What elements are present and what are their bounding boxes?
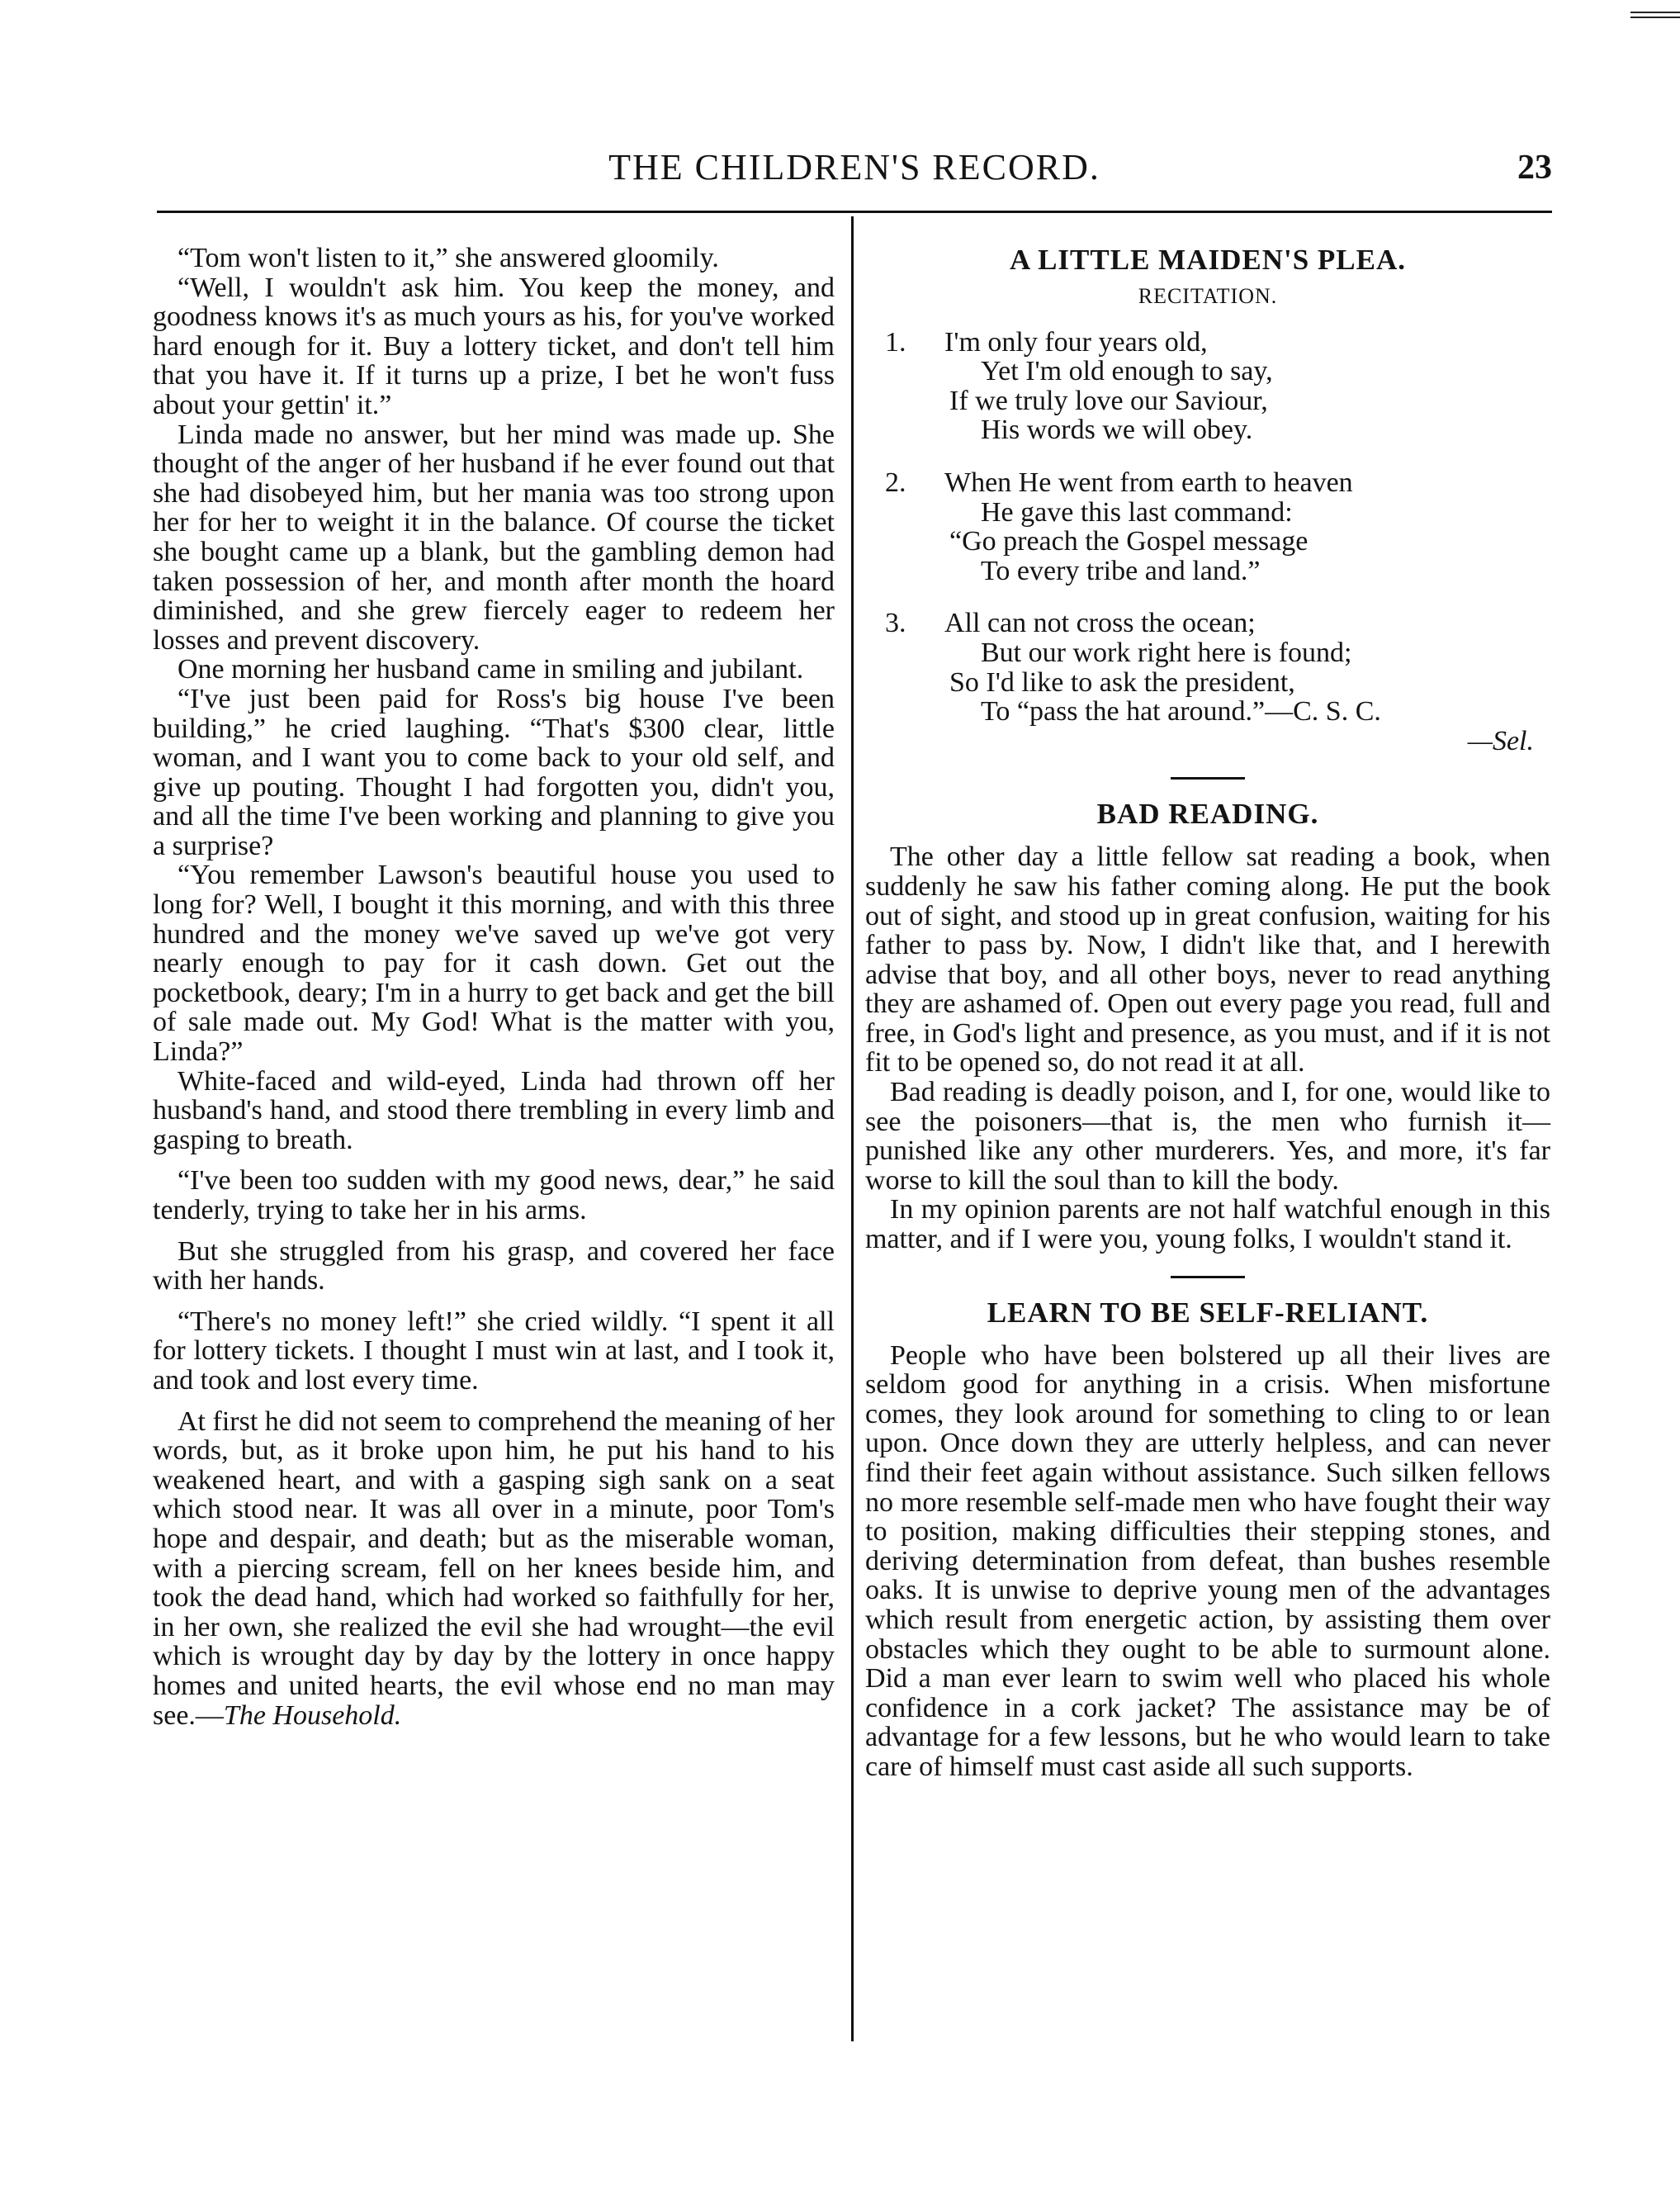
poem-stanza <box>865 609 1550 726</box>
right-column <box>865 244 1550 1782</box>
section-rule <box>1171 1276 1245 1278</box>
stanza-number: 3. <box>885 608 906 639</box>
article-paragraph: “Well, I wouldn't ask him. You keep the money, and goodness knows it's as much yours as his, for you've worked hard enough for it. Buy a lottery ticket, and don't tell him that you have it. If it turns up a prize, I bet he won't fuss about your gettin' it.” <box>153 272 835 420</box>
self-reliant-title: LEARN TO BE SELF-RELIANT. <box>987 1296 1429 1329</box>
article-paragraph: People who have been bolstered up all their lives are seldom good for anything in a crisis. When misfortune comes, they look around for something to cling to or lean upon. Once down they are utterly helpless, and can never find their feet again without assistance. Such silken fellows no more resemble self-made men who have fought their way to position, making difficulties their stepping stones, and deriving determination from defeat, than bushes resemble oaks. It is unwise to deprive young men of the advantages which result from energetic action, by assisting them over obstacles which they ought to be able to surmount alone. Did a man ever learn to swim well who placed his whole confidence in a cork jacket? The assistance may be of advantage for a few lessons, but he who would learn to take care of himself must cast aside all such supports. <box>865 1339 1550 1782</box>
poem-line: “Go preach the Gospel message <box>949 526 1309 557</box>
article-paragraph: The other day a little fellow sat reading a book, when suddenly he saw his father coming along. He put the book out of sight, and stood up in great confusion, waiting for his father to pass by. Now, I didn't like that, and I herewith advise that boy, and all other boys, never to read anything they are ashamed of. Open out every page you read, full and free, in God's light and presence, as you must, and if it is not fit to be opened so, do not read it at all. <box>865 841 1550 1078</box>
poem-title: A LITTLE MAIDEN'S PLEA. <box>1009 244 1407 276</box>
article-paragraph: In my opinion parents are not half watchful enough in this matter, and if I were you, young folks, I wouldn't stand it. <box>865 1194 1550 1255</box>
poem-stanza <box>865 328 1550 445</box>
article-paragraph: “There's no money left!” she cried wildly. “I spent it all for lottery tickets. I thought I must win at last, and I took it, and took and lost every time. <box>153 1306 835 1396</box>
article-paragraph-text: At first he did not seem to comprehend the meaning of her words, but, as it broke upon him, he put his hand to his weakened heart, and with a gasping sigh sank on a seat which stood near. It was all over in a minute, poor Tom's hope and despair, and death; but as the miserable woman, with a piercing scream, fell on her knees beside him, and took the dead hand, which had worked so faithfully for her, in her own, she realized the evil she had wrought—the evil which is wrought day by day by the lottery in once happy homes and united hearts, the evil whose end no man may see.— <box>153 1405 835 1731</box>
stanza-number: 1. <box>885 326 906 358</box>
left-column <box>153 244 835 1730</box>
article-paragraph: “I've been too sudden with my good news, dear,” he said tenderly, trying to take her in his arms. <box>153 1165 835 1225</box>
article-paragraph: Linda made no answer, but her mind was made up. She thought of the anger of her husband if he ever found out that she had disobeyed him, but her mania was too strong upon her for her to weight it in the balance. Of course the ticket she bought came up a blank, but the gambling demon had taken possession of her, and month after month the hoard diminished, and she grew fiercely eager to redeem her losses and prevent discovery. <box>153 419 835 656</box>
poem-subtitle: RECITATION. <box>1138 284 1278 308</box>
article-paragraph: “I've just been paid for Ross's big house I've been building,” he cried laughing. “That's $300 clear, little woman, and I want you to come back to your old self, and give up pouting. Thought I had forgotten you, didn't you, and all the time I've been working and planning to give you a surprise? <box>153 683 835 861</box>
poem-line: I'm only four years old, <box>944 326 1208 358</box>
section-rule <box>1171 777 1245 780</box>
stanza-number: 2. <box>885 467 906 498</box>
poem-source: —Sel. <box>1467 725 1534 756</box>
poem-line: If we truly love our Saviour, <box>949 385 1268 416</box>
article-paragraph: “Tom won't listen to it,” she answered gloomily. <box>177 243 719 273</box>
poem-line: So I'd like to ask the president, <box>949 666 1295 698</box>
corner-mark <box>1630 12 1680 18</box>
bad-reading-title: BAD READING. <box>1096 798 1319 831</box>
article-paragraph: “You remember Lawson's beautiful house you used to long for? Well, I bought it this morning, and with this three hundred and the money we've saved up we've got very nearly enough to pay for it cash down. Get out the pocketbook, deary; I'm in a hurry to get back and get the bill of sale made out. My God! What is the matter with you, Linda?” <box>153 860 835 1068</box>
running-head <box>157 139 1552 197</box>
poem-line: But our work right here is found; <box>981 637 1352 668</box>
article-paragraph: One morning her husband came in smiling and jubilant. <box>177 654 804 685</box>
poem-line: To “pass the hat around.”—C. S. C. <box>981 696 1381 728</box>
running-title: THE CHILDREN'S RECORD. <box>608 147 1100 187</box>
article-paragraph: But she struggled from his grasp, and covered her face with her hands. <box>153 1235 835 1296</box>
poem-line: His words we will obey. <box>981 415 1253 446</box>
article-source: The Household. <box>223 1699 402 1731</box>
poem-line: He gave this last command: <box>981 496 1293 528</box>
article-paragraph: Bad reading is deadly poison, and I, for one, would like to see the poisoners—that is, the men who furnish it—punished like any other murderers. Yes, and more, it's far worse to kill the soul than to kill the body. <box>865 1077 1550 1196</box>
poem-line: When He went from earth to heaven <box>944 467 1353 498</box>
poem-line: Yet I'm old enough to say, <box>981 356 1273 387</box>
column-divider <box>851 216 854 2041</box>
poem-stanza <box>865 468 1550 585</box>
poem-line: All can not cross the ocean; <box>944 608 1256 639</box>
article-final-paragraph <box>153 1407 835 1731</box>
page-number: 23 <box>1517 149 1552 187</box>
article-paragraph: White-faced and wild-eyed, Linda had thrown off her husband's hand, and stood there trembling in every limb and gasping to breath. <box>153 1065 835 1155</box>
poem-line: To every tribe and land.” <box>981 555 1261 586</box>
header-rule <box>157 211 1552 213</box>
